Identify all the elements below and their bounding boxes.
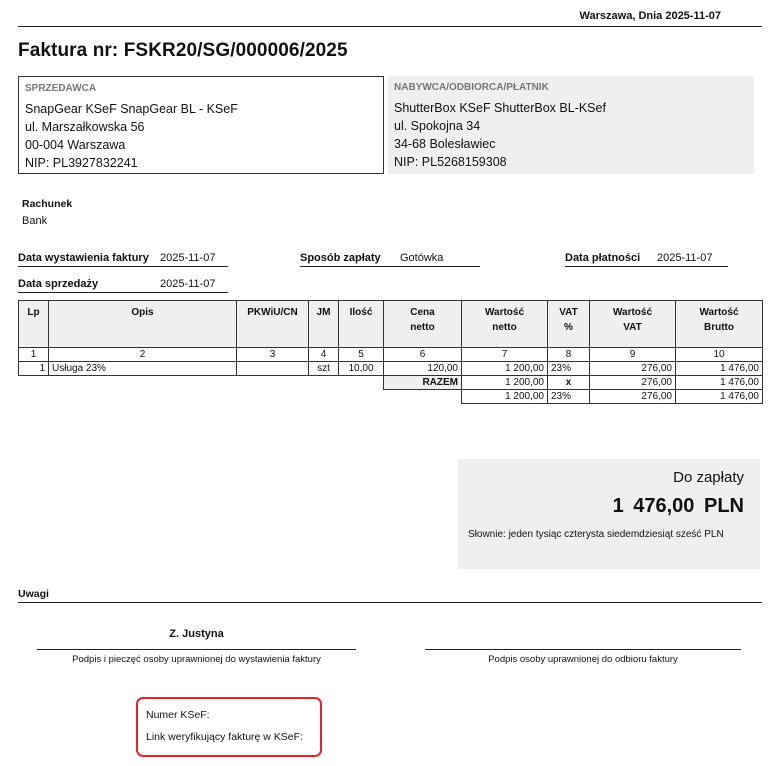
sale-date-label: Data sprzedaży	[18, 278, 99, 290]
receiver-signature-caption: Podpis osoby uprawnionej do odbioru faktury	[488, 654, 678, 665]
buyer-name: ShutterBox KSeF ShutterBox BL-KSef	[394, 101, 606, 115]
issuer-signature-line	[37, 649, 356, 650]
payment-method-label: Sposób zapłaty	[300, 252, 381, 264]
ksef-number-label: Numer KSeF:	[146, 709, 210, 721]
row-brutto: 1 476,00	[676, 362, 763, 376]
header-ilosc: Ilość	[339, 301, 384, 348]
issue-date-value: 2025-11-07	[160, 252, 216, 264]
buyer-city: 34-68 Bolesławiec	[394, 137, 496, 151]
row-lp: 1	[19, 362, 49, 376]
buyer-nip: NIP: PL5268159308	[394, 155, 507, 169]
account-label: Rachunek	[22, 198, 73, 210]
ksef-link-label: Link weryfikujący fakturę w KSeF:	[146, 731, 303, 743]
header-cena-line2: netto	[410, 322, 435, 333]
notes-divider	[18, 602, 762, 603]
payment-method-value: Gotówka	[400, 252, 444, 264]
seller-nip: NIP: PL3927832241	[25, 156, 138, 170]
issue-date-label: Data wystawienia faktury	[18, 252, 149, 264]
invoice-title: Faktura nr: FSKR20/SG/000006/2025	[18, 40, 348, 61]
items-table	[18, 300, 763, 404]
seller-box	[18, 76, 384, 174]
summary-brutto: 1 476,00	[676, 390, 763, 404]
total-vat: x	[548, 376, 590, 390]
total-vat-value: 276,00	[590, 376, 676, 390]
col-number: 5	[339, 348, 384, 362]
header-vat	[548, 301, 590, 348]
payment-date-value: 2025-11-07	[657, 252, 713, 264]
header-wartosc-vat	[590, 301, 676, 348]
header-wb-line2: Brutto	[704, 322, 734, 333]
header-divider	[18, 26, 762, 27]
table-row	[19, 362, 763, 376]
issue-date-field	[18, 250, 228, 267]
summary-vat-value: 276,00	[590, 390, 676, 404]
total-netto: 1 200,00	[462, 376, 548, 390]
sale-date-value: 2025-11-07	[160, 278, 216, 290]
col-number: 10	[676, 348, 763, 362]
summary-netto: 1 200,00	[462, 390, 548, 404]
row-opis: Usługa 23%	[49, 362, 237, 376]
col-number: 4	[309, 348, 339, 362]
buyer-box	[388, 76, 754, 174]
header-wn-line1: Wartość	[484, 307, 525, 318]
header-wartosc-brutto	[676, 301, 763, 348]
col-number: 2	[49, 348, 237, 362]
account-section	[22, 198, 72, 227]
buyer-street: ul. Spokojna 34	[394, 119, 481, 133]
header-vat-line1: VAT	[559, 307, 578, 318]
row-cena: 120,00	[384, 362, 462, 376]
amount-due-label: Do zapłaty	[673, 469, 744, 486]
col-number: 3	[237, 348, 309, 362]
header-opis: Opis	[49, 301, 237, 348]
col-number: 8	[548, 348, 590, 362]
amount-in-words: Słownie: jeden tysiąc czterysta siedemdziesiąt sześć PLN	[468, 529, 724, 540]
header-wn-line2: netto	[492, 322, 517, 333]
header-wv-line1: Wartość	[612, 307, 653, 318]
header-vat-line2: %	[564, 322, 573, 333]
ksef-box	[136, 697, 322, 757]
seller-heading: SPRZEDAWCA	[25, 83, 97, 94]
table-header-row	[19, 301, 763, 348]
col-number: 1	[19, 348, 49, 362]
issuer-name: Z. Justyna	[169, 628, 224, 640]
buyer-heading: NABYWCA/ODBIORCA/PŁATNIK	[394, 82, 549, 93]
amount-due-box	[458, 459, 760, 569]
col-number: 7	[462, 348, 548, 362]
seller-name: SnapGear KSeF SnapGear BL - KSeF	[25, 102, 238, 116]
header-wb-line1: Wartość	[699, 307, 739, 318]
receiver-signature-line	[425, 649, 741, 650]
row-netto: 1 200,00	[462, 362, 548, 376]
summary-vat: 23%	[548, 390, 590, 404]
issuer-signature-caption: Podpis i pieczęć osoby uprawnionej do wystawienia faktury	[72, 654, 321, 665]
header-wartosc-netto	[462, 301, 548, 348]
header-cena-line1: Cena	[410, 307, 435, 318]
vat-summary-row	[19, 390, 763, 404]
col-number: 9	[590, 348, 676, 362]
total-label: RAZEM	[384, 376, 462, 390]
header-pkwiu: PKWiU/CN	[237, 301, 309, 348]
row-vat-value: 276,00	[590, 362, 676, 376]
row-pkwiu	[237, 362, 309, 376]
payment-method-field	[300, 250, 480, 267]
notes-label: Uwagi	[18, 588, 49, 600]
payment-date-field	[565, 250, 728, 267]
header-cena	[384, 301, 462, 348]
seller-city: 00-004 Warszawa	[25, 138, 126, 152]
total-brutto: 1 476,00	[676, 376, 763, 390]
header-lp: Lp	[19, 301, 49, 348]
header-wv-line2: VAT	[623, 322, 642, 333]
seller-street: ul. Marszałkowska 56	[25, 120, 145, 134]
header-jm: JM	[309, 301, 339, 348]
total-row	[19, 376, 763, 390]
col-number: 6	[384, 348, 462, 362]
account-value: Bank	[22, 215, 48, 227]
payment-date-label: Data płatności	[565, 252, 641, 264]
place-date: Warszawa, Dnia 2025-11-07	[579, 10, 721, 22]
column-number-row	[19, 348, 763, 362]
sale-date-field	[18, 276, 228, 293]
amount-due-value: 1 476,00 PLN	[612, 495, 744, 517]
row-jm: szt	[309, 362, 339, 376]
row-ilosc: 10,00	[339, 362, 384, 376]
row-vat: 23%	[548, 362, 590, 376]
